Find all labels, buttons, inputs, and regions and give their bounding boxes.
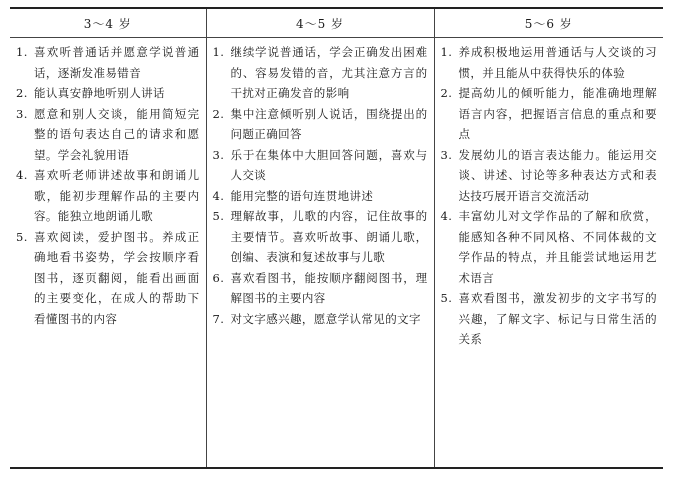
goal-item	[213, 42, 428, 104]
goal-text: 养成积极地运用普通话与人交谈的习惯，并且能从中获得快乐的体验	[458, 45, 657, 80]
goal-number: 3.	[440, 147, 453, 162]
goal-item	[441, 206, 658, 288]
goal-number: 5.	[440, 291, 453, 305]
goal-number: 1.	[212, 45, 225, 59]
goal-item	[441, 83, 658, 145]
goal-number: 6.	[212, 270, 225, 285]
goals-cell-age-5-6	[434, 38, 663, 469]
goal-number: 3.	[212, 147, 225, 162]
goal-item	[213, 309, 428, 330]
goal-number: 2.	[16, 86, 28, 100]
goal-item	[213, 104, 428, 145]
goal-text: 集中注意倾听别人说话，围绕提出的问题正确回答	[230, 106, 428, 141]
goal-number: 4.	[212, 188, 225, 203]
goal-text: 喜欢听普通话并愿意学说普通话，逐渐发准易错音	[34, 45, 200, 80]
goal-item	[16, 42, 200, 83]
age-goals-table	[10, 7, 663, 469]
goal-text: 喜欢看图书，激发初步的文字书写的兴趣，了解文字、标记与日常生活的关系	[458, 291, 657, 346]
goal-number: 2.	[212, 106, 225, 121]
goal-number: 3.	[16, 106, 28, 121]
header-age-4-5: 4～5 岁	[206, 8, 434, 38]
goal-item	[441, 42, 658, 83]
goals-cell-age-4-5	[206, 38, 434, 469]
goal-item	[213, 206, 428, 268]
goal-number: 2.	[440, 86, 453, 100]
goal-item	[16, 165, 200, 227]
goal-text: 对文字感兴趣，愿意学认常见的文字	[230, 311, 421, 326]
goal-text: 能用完整的语句连贯地讲述	[230, 188, 374, 203]
goal-number: 5.	[212, 209, 225, 223]
goal-list	[441, 42, 658, 350]
goal-text: 理解故事，儿歌的内容，记住故事的主要情节。喜欢听故事、朗诵儿歌，创编、表演和复述故事与儿歌	[230, 209, 428, 264]
table-header	[10, 8, 663, 38]
table-body	[10, 38, 663, 469]
goal-text: 愿意和别人交谈，能用简短完整的语句表达自己的请求和愿望。学会礼貌用语	[34, 106, 200, 162]
goal-item	[16, 104, 200, 166]
goal-text: 喜欢听老师讲述故事和朗诵儿歌，能初步理解作品的主要内容。能独立地朗诵儿歌	[34, 168, 200, 223]
goal-number: 4.	[16, 168, 28, 182]
goal-item	[441, 288, 658, 350]
goal-list	[213, 42, 428, 329]
goal-text: 喜欢阅读，爱护图书。养成正确地看书姿势，学会按顺序看图书，逐页翻阅，能看出画面的主要变化，在成人的帮助下看懂图书的内容	[34, 229, 200, 326]
goal-number: 7.	[212, 311, 225, 326]
goal-number: 5.	[16, 229, 28, 244]
goal-text: 继续学说普通话，学会正确发出困难的、容易发错的音，尤其注意方言的干扰对正确发音的影响	[230, 45, 428, 100]
goal-number: 4.	[440, 209, 453, 223]
goal-item	[16, 227, 200, 330]
goal-item	[441, 145, 658, 207]
goal-text: 喜欢看图书，能按顺序翻阅图书，理解图书的主要内容	[230, 270, 428, 305]
goal-text: 发展幼儿的语言表达能力。能运用交谈、讲述、讨论等多种表达方式和表达技巧展开语言交流活动	[458, 147, 657, 203]
goal-text: 能认真安静地听别人讲话	[34, 86, 165, 100]
goal-text: 提高幼儿的倾听能力，能准确地理解语言内容，把握语言信息的重点和要点	[458, 86, 657, 141]
goals-row	[10, 38, 663, 469]
header-row	[10, 8, 663, 38]
goal-number: 1.	[16, 45, 28, 59]
goal-text: 丰富幼儿对文学作品的了解和欣赏，能感知各种不同风格、不同体裁的文学作品的特点，并且能尝试地运用艺术语言	[458, 209, 657, 285]
goal-item	[213, 268, 428, 309]
header-age-3-4: 3～4 岁	[10, 8, 206, 38]
goal-list	[16, 42, 200, 329]
header-age-5-6: 5～6 岁	[434, 8, 663, 38]
goal-text: 乐于在集体中大胆回答问题，喜欢与人交谈	[230, 147, 428, 182]
goal-item	[16, 83, 200, 104]
goals-cell-age-3-4	[10, 38, 206, 469]
goal-number: 1.	[440, 45, 453, 59]
goal-item	[213, 186, 428, 207]
goal-item	[213, 145, 428, 186]
